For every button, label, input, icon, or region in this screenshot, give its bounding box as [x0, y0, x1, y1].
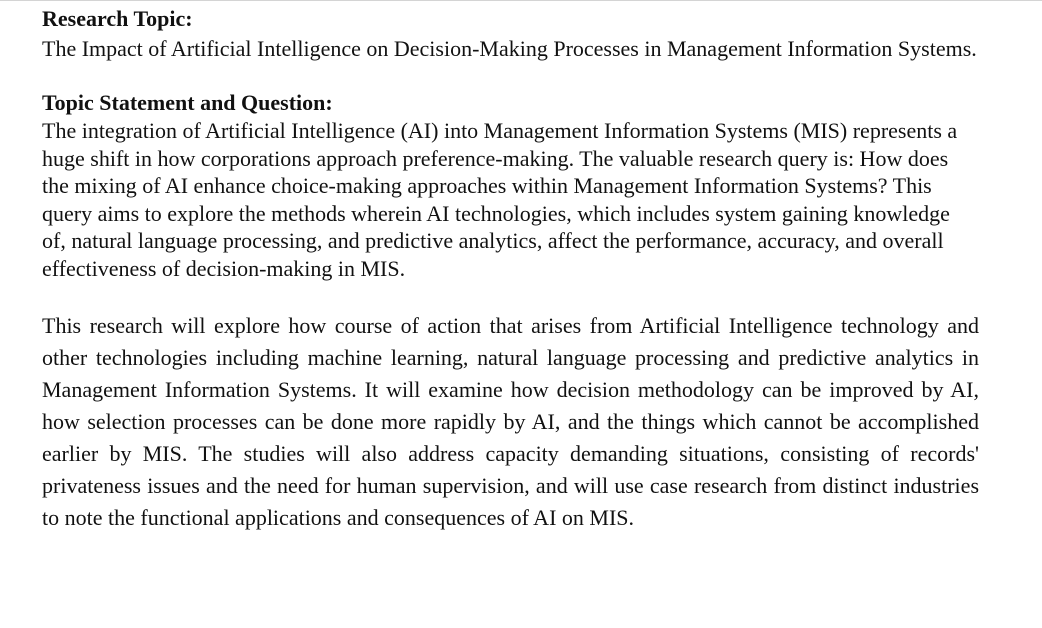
- research-topic-text: The Impact of Artificial Intelligence on Decision-Making Processes in Management Information Systems.: [42, 36, 977, 61]
- spacer: [42, 65, 979, 89]
- document-body: [42, 5, 979, 534]
- spacer: [42, 282, 979, 310]
- topic-statement-text: The integration of Artificial Intelligence (AI) into Management Information Systems (MIS) represents a huge shift in how corporations approach preference-making. The valuable research query is: How does the mixing of AI enhance choice-making approaches within Management Information Systems? This query aims to explore the methods wherein AI technologies, which includes system gaining knowledge of, natural language processing, and predictive analytics, affect the performance, accuracy, and overall effectiveness of decision-making in MIS.: [42, 118, 958, 281]
- topic-statement-heading: Topic Statement and Question:: [42, 90, 333, 115]
- research-scope-text: This research will explore how course of action that arises from Artificial Intelligence technology and other technologies including machine learning, natural language processing and predictive analytics in Management Information Systems. It will examine how decision methodology can be improved by AI, how selection processes can be done more rapidly by AI, and the things which cannot be accomplished earlier by MIS. The studies will also address capacity demanding situations, consisting of records' privateness issues and the need for human supervision, and will use case research from distinct industries to note the functional applications and consequences of AI on MIS.: [42, 313, 979, 530]
- research-topic-heading: Research Topic:: [42, 6, 193, 31]
- page-top-border: [0, 0, 1042, 1]
